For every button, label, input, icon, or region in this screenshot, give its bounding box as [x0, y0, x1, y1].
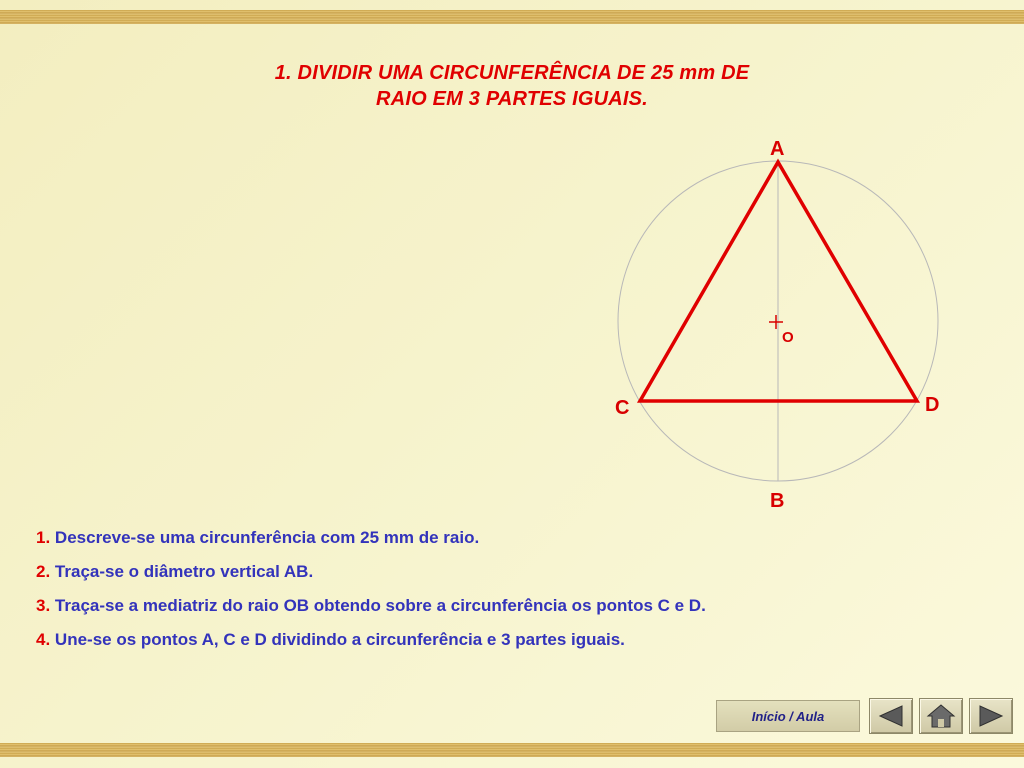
step-text: Traça-se a mediatriz do raio OB obtendo sobre a circunferência os pontos C e D. [54, 596, 706, 615]
point-b-label: B [770, 490, 785, 512]
step-text: Traça-se o diâmetro vertical AB. [54, 562, 314, 581]
title-line-1: 1. DIVIDIR UMA CIRCUNFERÊNCIA DE 25 mm DE [274, 62, 750, 84]
home-icon [926, 703, 956, 729]
step-text: Descreve-se uma circunferência com 25 mm de raio. [54, 528, 480, 547]
inicio-aula-button[interactable]: Início / Aula [716, 700, 860, 732]
step-number: 3. [36, 596, 51, 615]
title-line-2: RAIO EM 3 PARTES IGUAIS. [376, 88, 648, 110]
step-number: 4. [36, 630, 51, 649]
step-text: Une-se os pontos A, C e D dividindo a circunferência e 3 partes iguais. [54, 630, 625, 649]
previous-button[interactable] [869, 698, 913, 734]
step-1 [36, 527, 706, 561]
home-button[interactable] [919, 698, 963, 734]
arrow-right-icon [976, 704, 1006, 728]
steps-list [36, 527, 706, 663]
point-a-label: A [770, 138, 785, 160]
step-2 [36, 561, 706, 595]
arrow-left-icon [876, 704, 906, 728]
next-button[interactable] [969, 698, 1013, 734]
point-c-label: C [615, 397, 630, 419]
step-number: 1. [36, 528, 51, 547]
step-number: 2. [36, 562, 51, 581]
step-3 [36, 595, 706, 629]
point-d-label: D [925, 394, 940, 416]
point-o-label: O [782, 329, 794, 346]
step-4 [36, 629, 706, 663]
